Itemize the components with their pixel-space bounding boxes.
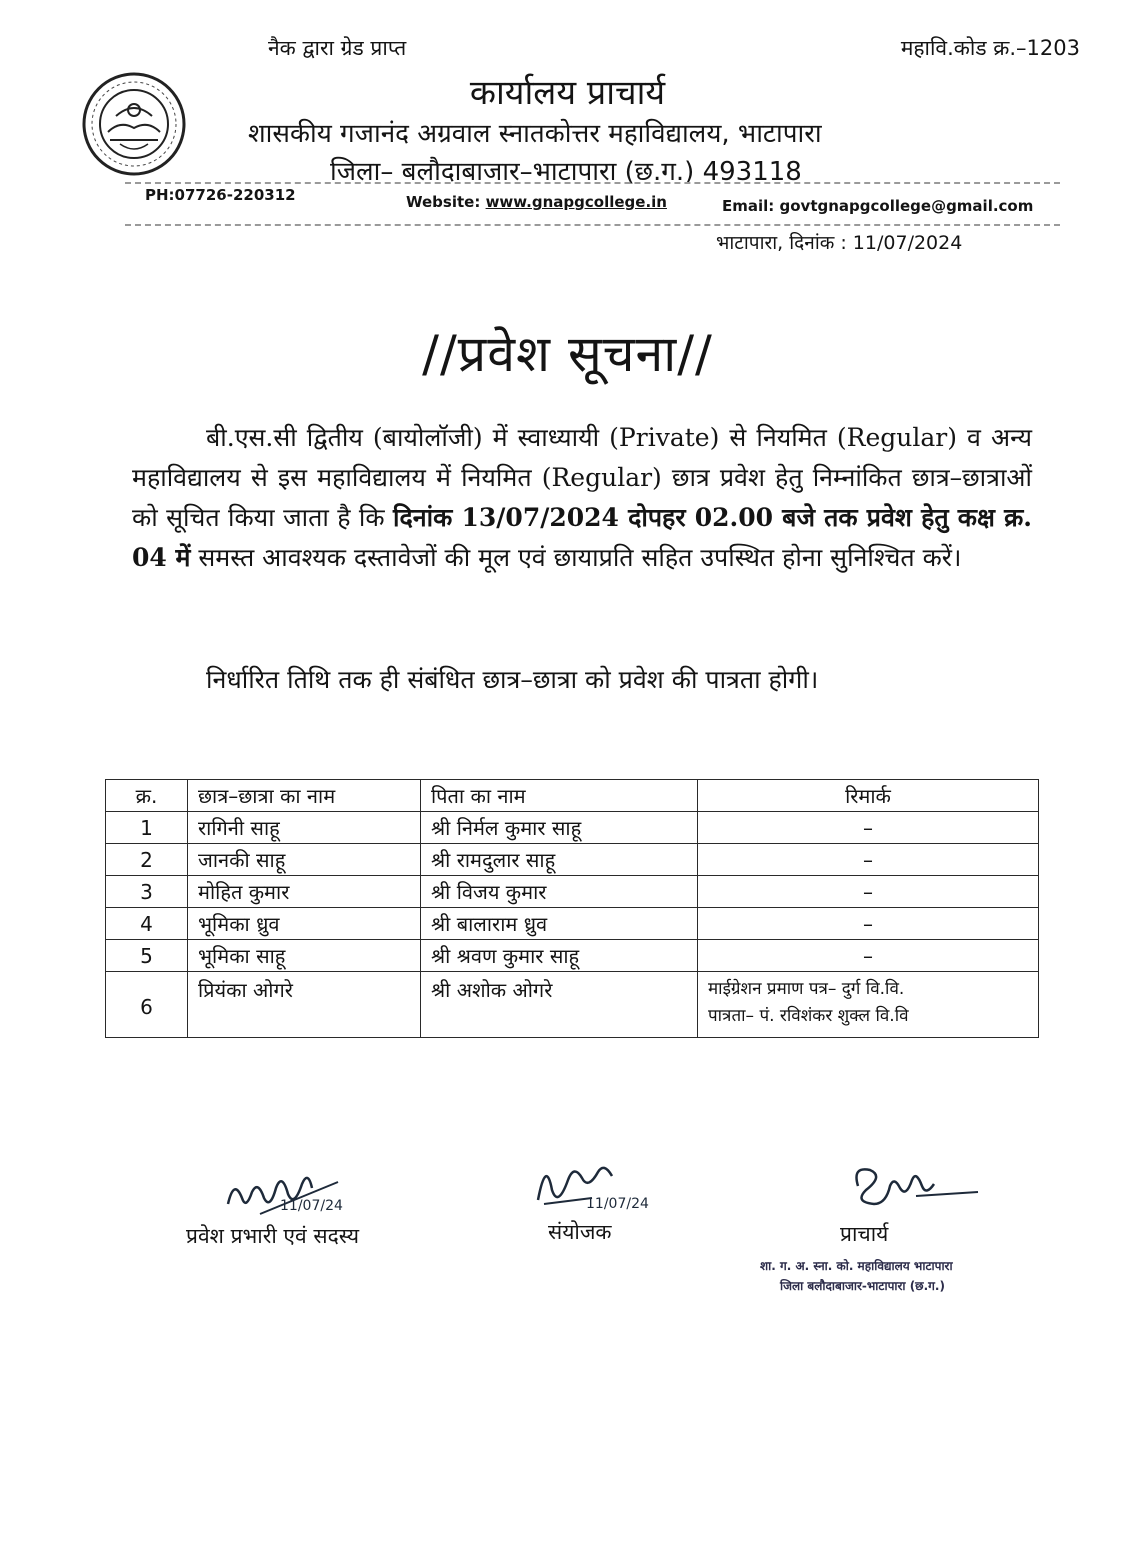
cell-remark: –	[698, 940, 1039, 972]
cell-student-name: रागिनी साहू	[188, 812, 421, 844]
cell-remark: –	[698, 844, 1039, 876]
remark-migration: माईग्रेशन प्रमाण पत्र– दुर्ग वि.वि.	[708, 979, 905, 999]
cell-sno: 1	[106, 812, 188, 844]
header-father-name: पिता का नाम	[421, 780, 698, 812]
cell-sno: 5	[106, 940, 188, 972]
email-address[interactable]: Email: govtgnapgcollege@gmail.com	[722, 197, 1034, 215]
seal-line-1: शा. ग. अ. स्ना. को. महाविद्यालय भाटापारा	[760, 1259, 953, 1273]
district-address: जिला– बलौदाबाजार–भाटापारा (छ.ग.) 493118	[330, 157, 802, 187]
cell-remark: –	[698, 908, 1039, 940]
remark-eligibility: पात्रता– पं. रविशंकर शुक्ल वि.वि	[708, 1006, 909, 1026]
website-link[interactable]: www.gnapgcollege.in	[485, 193, 667, 211]
principal-signature	[846, 1156, 986, 1222]
cell-father-name: श्री श्रवण कुमार साहू	[421, 940, 698, 972]
seal-line-2: जिला बलौदाबाजार-भाटापारा (छ.ग.)	[780, 1279, 945, 1293]
table-row	[106, 940, 1039, 972]
table-row	[106, 844, 1039, 876]
cell-father-name: श्री अशोक ओगरे	[421, 972, 698, 1038]
table-row	[106, 876, 1039, 908]
convener-signature	[528, 1150, 668, 1216]
table-header-row	[106, 780, 1039, 812]
phone-number: PH:07726-220312	[145, 186, 296, 204]
cell-sno: 6	[106, 972, 188, 1038]
cell-student-name: प्रियंका ओगरे	[188, 972, 421, 1038]
table-row	[106, 908, 1039, 940]
office-title: कार्यालय प्राचार्य	[469, 73, 666, 113]
cell-remark	[698, 972, 1039, 1038]
notice-title: //प्रवेश सूचना//	[422, 325, 713, 383]
cell-student-name: भूमिका साहू	[188, 940, 421, 972]
convener-label: संयोजक	[548, 1220, 612, 1244]
table-row	[106, 812, 1039, 844]
cell-student-name: भूमिका ध्रुव	[188, 908, 421, 940]
cell-sno: 3	[106, 876, 188, 908]
header-sno: क्र.	[106, 780, 188, 812]
cell-remark: –	[698, 812, 1039, 844]
cell-student-name: जानकी साहू	[188, 844, 421, 876]
para1-bold-date: दिनांक 13/07/2024 दोपहर 02.00 बजे तक प्रवेश हेतु कक्ष क्र. 04 में	[132, 503, 1032, 572]
cell-remark: –	[698, 876, 1039, 908]
cell-father-name: श्री रामदुलार साहू	[421, 844, 698, 876]
naac-grade-text: नैक द्वारा ग्रेड प्राप्त	[268, 36, 407, 60]
cell-student-name: मोहित कुमार	[188, 876, 421, 908]
header-student-name: छात्र–छात्रा का नाम	[188, 780, 421, 812]
incharge-signature-date: 11/07/24	[280, 1198, 343, 1214]
student-table	[105, 779, 1039, 1038]
para1-text-a: बी.एस.सी द्वितीय (बायोलॉजी) में स्वाध्यायी (Private) से नियमित (Regular) व अन्य महाविद्यालय से इस महाविद्यालय में नियमित (Regular) छात्र प्रवेश हेतु निम्नांकित छात्र–छात्राओं को सूचित किया जाता है कि	[132, 423, 1032, 532]
cell-sno: 4	[106, 908, 188, 940]
cell-sno: 2	[106, 844, 188, 876]
principal-seal	[760, 1256, 953, 1296]
notice-paragraph-2: निर्धारित तिथि तक ही संबंधित छात्र–छात्रा को प्रवेश की पात्रता होगी।	[206, 665, 819, 694]
college-code: महावि.कोड क्र.–1203	[900, 36, 1080, 60]
para1-text-c: समस्त आवश्यक दस्तावेजों की मूल एवं छायाप्रति सहित उपस्थित होना सुनिश्चित करें।	[190, 543, 962, 572]
website	[406, 193, 667, 211]
cell-father-name: श्री निर्मल कुमार साहू	[421, 812, 698, 844]
cell-father-name: श्री बालाराम ध्रुव	[421, 908, 698, 940]
header-remark: रिमार्क	[698, 780, 1039, 812]
incharge-label: प्रवेश प्रभारी एवं सदस्य	[186, 1224, 360, 1248]
website-label: Website:	[406, 193, 486, 211]
cell-father-name: श्री विजय कुमार	[421, 876, 698, 908]
incharge-signature	[220, 1158, 360, 1224]
college-name: शासकीय गजानंद अग्रवाल स्नातकोत्तर महाविद्यालय, भाटापारा	[248, 119, 822, 149]
dateline: भाटापारा, दिनांक : 11/07/2024	[716, 232, 963, 254]
notice-paragraph-1	[132, 418, 1032, 578]
table-row	[106, 972, 1039, 1038]
convener-signature-date: 11/07/24	[586, 1196, 649, 1212]
principal-label: प्राचार्य	[840, 1222, 889, 1246]
